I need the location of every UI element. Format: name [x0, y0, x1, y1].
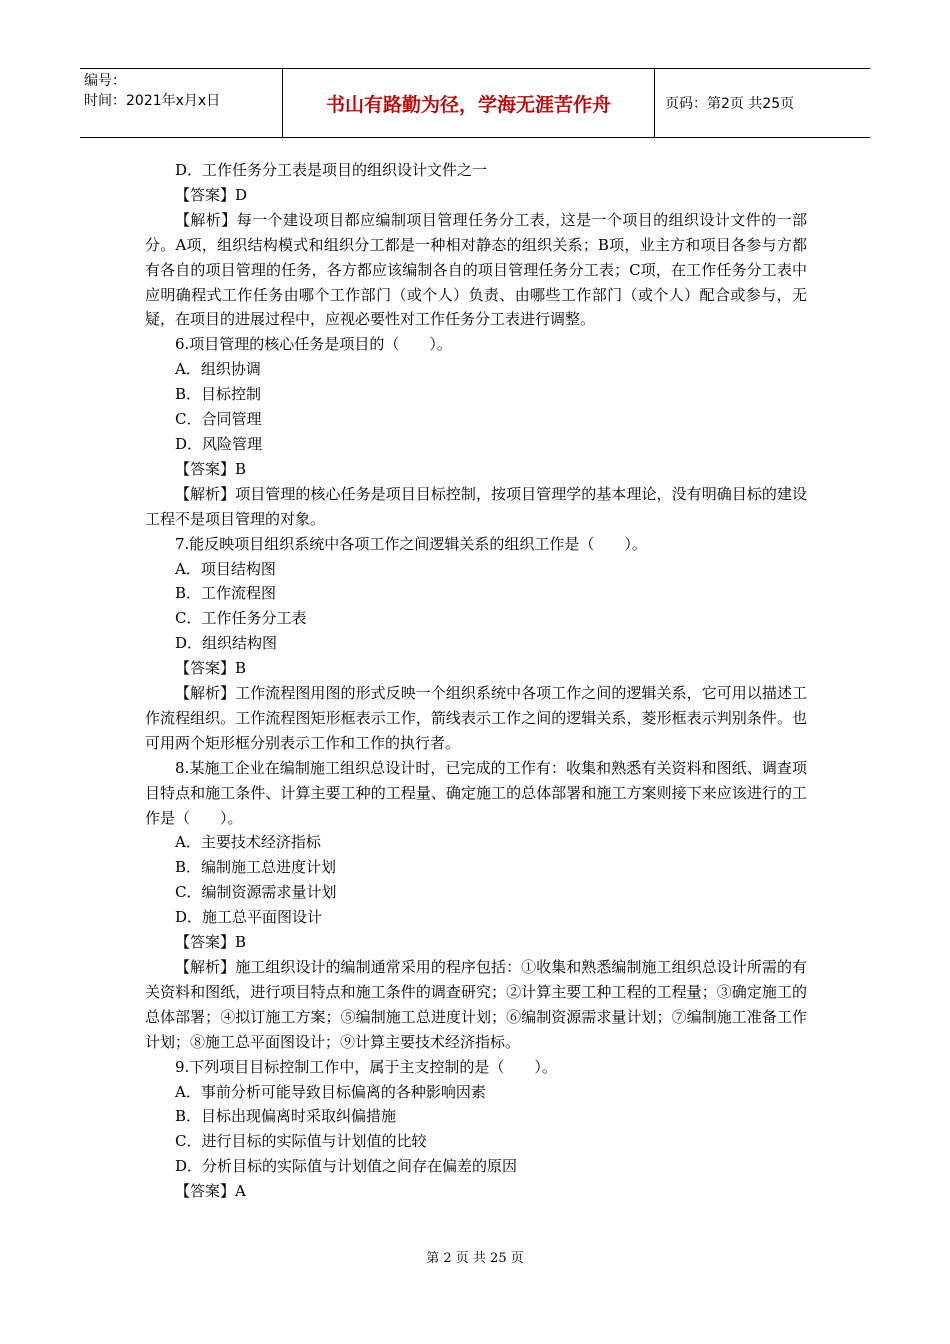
option-line: B．工作流程图	[175, 584, 277, 603]
page-header	[80, 68, 870, 138]
header-motto: 书山有路勤为径，学海无涯苦作舟	[283, 69, 655, 137]
option-line: B．目标出现偏离时采取纠偏措施	[175, 1107, 397, 1126]
paragraph: 【解析】工作流程图用图的形式反映一个组织系统中各项工作之间的逻辑关系，它可用以描述工作流程组织。工作流程图矩形框表示工作，箭线表示工作之间的逻辑关系，菱形框表示判别条件。也可用两个矩形框分别表示工作和工作的执行者。	[145, 684, 807, 752]
option-line: B．目标控制	[175, 385, 262, 404]
paragraph: 7.能反映项目组织系统中各项工作之间逻辑关系的组织工作是（ ）。	[175, 534, 647, 553]
option-line: D．工作任务分工表是项目的组织设计文件之一	[175, 161, 488, 179]
paragraph: 【答案】A	[175, 1182, 246, 1201]
option-line: C．合同管理	[175, 410, 262, 429]
paragraph: 【解析】施工组织设计的编制通常采用的程序包括：①收集和熟悉编制施工组织总设计所需的有关资料和图纸，进行项目特点和施工条件的调查研究；②计算主要工种工程的工程量；③确定施工的总体部署；④拟订施工方案；⑤编制施工总进度计划；⑥编制资源需求量计划；⑦编制施工准备工作计划；⑧施工总平面图设计；⑨计算主要技术经济指标。	[145, 958, 807, 1051]
page-footer: 第 2 页 共 25 页	[426, 1251, 524, 1266]
option-line: A．组织协调	[175, 360, 261, 379]
paragraph: 6.项目管理的核心任务是项目的（ ）。	[175, 335, 452, 354]
option-line: D．组织结构图	[175, 634, 278, 653]
option-line: C．进行目标的实际值与计划值的比较	[175, 1132, 427, 1151]
header-page-info: 页码：第2页 共25页	[665, 96, 795, 112]
paragraph: 【答案】B	[175, 659, 247, 678]
option-line: A．主要技术经济指标	[175, 833, 321, 852]
paragraph: 8.某施工企业在编制施工组织总设计时，已完成的工作有：收集和熟悉有关资料和图纸、调查项目特点和施工条件、计算主要工种的工程量、确定施工的总体部署和施工方案则接下来应该进行的工作是（ ）。	[145, 758, 807, 827]
header-meta	[80, 69, 283, 137]
paragraph: 【解析】每一个建设项目都应编制项目管理任务分工表，这是一个项目的组织设计文件的一部分。A项，组织结构模式和组织分工都是一种相对静态的组织关系；B项，业主方和项目各参与方都有各自的项目管理的任务，各方都应该编制各自的项目管理任务分工表；C项，在工作任务分工表中应明确程式工作任务由哪个工作部门（或个人）负责、由哪些工作部门（或个人）配合或参与，无疑，在项目的进展过程中，应视必要性对工作任务分工表进行调整。	[145, 210, 807, 329]
document-body	[145, 158, 807, 1204]
paragraph: 【答案】B	[175, 459, 247, 478]
option-line: B．编制施工总进度计划	[175, 858, 337, 877]
time-label: 时间：2021年x月x日	[84, 93, 221, 109]
option-line: D．风险管理	[175, 434, 263, 453]
paragraph: 【答案】D	[175, 185, 248, 204]
paragraph: 9.下列项目目标控制工作中，属于主支控制的是（ ）。	[175, 1057, 557, 1076]
option-line: C．编制资源需求量计划	[175, 883, 337, 902]
option-line: A．项目结构图	[175, 559, 276, 578]
option-line: D．分析目标的实际值与计划值之间存在偏差的原因	[175, 1157, 518, 1176]
option-line: A．事前分析可能导致目标偏离的各种影响因素	[175, 1082, 486, 1101]
option-line: D．施工总平面图设计	[175, 908, 323, 927]
paragraph: 【解析】项目管理的核心任务是项目目标控制，按项目管理学的基本理论，没有明确目标的建设工程不是项目管理的对象。	[145, 484, 807, 528]
option-line: C．工作任务分工表	[175, 609, 307, 628]
number-label: 编号：	[84, 73, 126, 89]
paragraph: 【答案】B	[175, 933, 247, 952]
